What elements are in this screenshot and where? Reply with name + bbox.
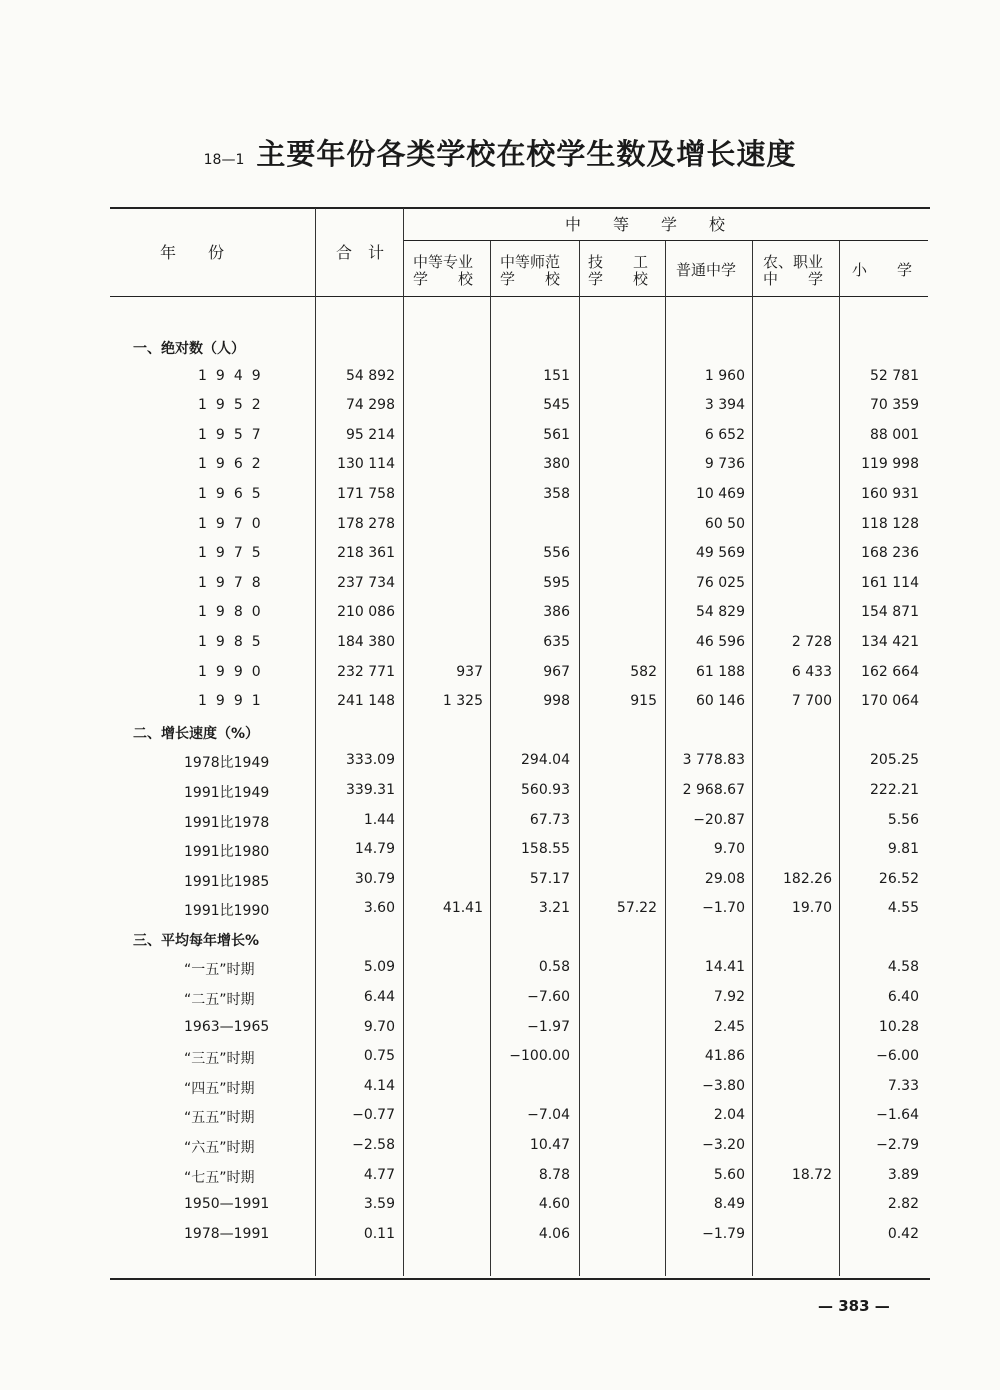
cell-primary: 118 128 <box>861 515 919 532</box>
row-label: 1950—1991 <box>184 1196 270 1213</box>
cell-normal: 57.17 <box>529 870 570 887</box>
table-bottom-rule <box>110 1278 930 1280</box>
cell-normal: 3.21 <box>538 900 570 917</box>
header-bottom-rule <box>110 296 928 297</box>
cell-normal: 561 <box>543 426 570 443</box>
cell-specialized: 41.41 <box>442 900 483 917</box>
cell-primary: 170 064 <box>861 693 919 710</box>
table-row <box>0 746 1000 776</box>
row-label: 1990 <box>198 663 270 680</box>
cell-technical: 57.22 <box>616 900 657 917</box>
row-label: 1970 <box>198 515 270 532</box>
section-heading-row <box>0 717 1000 747</box>
table-row <box>0 362 1000 392</box>
section-heading: 二、增长速度（%） <box>133 725 260 742</box>
cell-general: 61 188 <box>696 663 745 680</box>
cell-primary: 7.33 <box>887 1077 919 1094</box>
cell-primary: 205.25 <box>870 752 919 769</box>
table-row <box>0 1072 1000 1102</box>
cell-technical: 915 <box>630 693 657 710</box>
row-label: 1952 <box>198 397 270 414</box>
cell-general: 8.49 <box>713 1196 745 1213</box>
cell-primary: 9.81 <box>887 841 919 858</box>
cell-total: 333.09 <box>346 752 395 769</box>
row-label: 1985 <box>198 633 270 650</box>
cell-general: 29.08 <box>704 870 745 887</box>
table-row <box>0 539 1000 569</box>
cell-primary: 6.40 <box>887 989 919 1006</box>
row-label: “二五”时期 <box>184 992 255 1009</box>
cell-normal: 4.06 <box>538 1225 570 1242</box>
cell-normal: 998 <box>543 693 570 710</box>
row-label: 1978—1991 <box>184 1225 270 1242</box>
header-general: 普通中学 <box>676 261 737 279</box>
cell-normal: 560.93 <box>521 781 570 798</box>
cell-general: 14.41 <box>704 959 745 976</box>
table-row <box>0 598 1000 628</box>
row-label: 1991比1978 <box>184 814 270 831</box>
cell-primary: 160 931 <box>861 485 919 502</box>
cell-total: 4.77 <box>363 1166 395 1183</box>
cell-normal: −7.04 <box>527 1107 570 1124</box>
header-normal <box>500 254 560 288</box>
row-label: 1949 <box>198 367 270 384</box>
table-row <box>0 865 1000 895</box>
cell-total: 171 758 <box>337 485 395 502</box>
cell-primary: 168 236 <box>861 545 919 562</box>
row-label: “七五”时期 <box>184 1169 255 1186</box>
row-label: 1965 <box>198 485 270 502</box>
section-heading-row <box>0 332 1000 362</box>
table-row <box>0 480 1000 510</box>
cell-total: 74 298 <box>346 397 395 414</box>
cell-total: 1.44 <box>363 811 395 828</box>
cell-normal: −1.97 <box>527 1018 570 1035</box>
cell-primary: −1.64 <box>876 1107 919 1124</box>
header-specialized <box>413 254 473 288</box>
table-row <box>0 806 1000 836</box>
row-label: 1975 <box>198 545 270 562</box>
cell-normal: 595 <box>543 574 570 591</box>
cell-normal: 158.55 <box>521 841 570 858</box>
cell-general: 46 596 <box>696 633 745 650</box>
cell-total: −0.77 <box>352 1107 395 1124</box>
cell-total: 178 278 <box>337 515 395 532</box>
cell-primary: 52 781 <box>870 367 919 384</box>
cell-normal: 967 <box>543 663 570 680</box>
cell-general: −1.79 <box>702 1225 745 1242</box>
page-number: — 383 — <box>818 1297 890 1315</box>
page-title <box>0 132 1000 173</box>
table-title: 主要年份各类学校在校学生数及增长速度 <box>256 137 797 171</box>
table-row <box>0 983 1000 1013</box>
cell-general: −1.70 <box>702 900 745 917</box>
cell-normal: 294.04 <box>521 752 570 769</box>
section-heading-row <box>0 924 1000 954</box>
cell-total: 5.09 <box>363 959 395 976</box>
cell-primary: 222.21 <box>870 781 919 798</box>
table-row <box>0 450 1000 480</box>
cell-primary: 2.82 <box>887 1196 919 1213</box>
cell-normal: 8.78 <box>538 1166 570 1183</box>
cell-total: 210 086 <box>337 604 395 621</box>
cell-normal: 151 <box>543 367 570 384</box>
table-row <box>0 1101 1000 1131</box>
cell-total: 232 771 <box>337 663 395 680</box>
cell-total: 6.44 <box>363 989 395 1006</box>
cell-normal: 0.58 <box>538 959 570 976</box>
table-row <box>0 894 1000 924</box>
header-normal-line1: 中等师范 <box>500 253 561 271</box>
cell-normal: 386 <box>543 604 570 621</box>
cell-general: 2 968.67 <box>682 781 745 798</box>
row-label: 1980 <box>198 604 270 621</box>
cell-general: 41.86 <box>704 1048 745 1065</box>
cell-normal: 4.60 <box>538 1196 570 1213</box>
row-label: 1991比1985 <box>184 873 270 890</box>
cell-normal: 635 <box>543 633 570 650</box>
cell-primary: 70 359 <box>870 397 919 414</box>
cell-total: 184 380 <box>337 633 395 650</box>
table-number: 18—1 <box>203 152 245 168</box>
cell-total: 9.70 <box>363 1018 395 1035</box>
cell-primary: 88 001 <box>870 426 919 443</box>
cell-total: 95 214 <box>346 426 395 443</box>
row-label: “五五”时期 <box>184 1110 255 1127</box>
cell-total: 339.31 <box>346 781 395 798</box>
cell-total: 0.75 <box>363 1048 395 1065</box>
cell-total: 30.79 <box>354 870 395 887</box>
cell-total: −2.58 <box>352 1137 395 1154</box>
table-row <box>0 687 1000 717</box>
cell-specialized: 1 325 <box>442 693 483 710</box>
cell-technical: 582 <box>630 663 657 680</box>
cell-general: 9 736 <box>704 456 745 473</box>
table-row <box>0 658 1000 688</box>
row-label: 1991 <box>198 693 270 710</box>
table-row <box>0 1131 1000 1161</box>
cell-primary: 4.58 <box>887 959 919 976</box>
cell-general: −20.87 <box>693 811 745 828</box>
cell-general: −3.80 <box>702 1077 745 1094</box>
table-body <box>0 332 1000 1249</box>
section-heading: 一、绝对数（人） <box>133 341 245 357</box>
cell-general: 9.70 <box>713 841 745 858</box>
cell-general: 1 960 <box>704 367 745 384</box>
cell-general: 6 652 <box>704 426 745 443</box>
row-label: “四五”时期 <box>184 1080 255 1097</box>
cell-general: 60 50 <box>704 515 745 532</box>
cell-general: 49 569 <box>696 545 745 562</box>
table-row <box>0 628 1000 658</box>
cell-general: 3 778.83 <box>682 752 745 769</box>
table-top-rule <box>110 207 930 209</box>
table-row <box>0 391 1000 421</box>
header-vocational-line1: 农、职业 <box>763 253 824 271</box>
header-technical-line2: 学 校 <box>588 270 649 288</box>
header-vocational-line2: 中 学 <box>763 270 824 288</box>
cell-primary: 119 998 <box>861 456 919 473</box>
cell-primary: 161 114 <box>861 574 919 591</box>
table-row <box>0 835 1000 865</box>
cell-total: 4.14 <box>363 1077 395 1094</box>
cell-primary: 10.28 <box>878 1018 919 1035</box>
table-row <box>0 421 1000 451</box>
cell-normal: −7.60 <box>527 989 570 1006</box>
row-label: “六五”时期 <box>184 1140 255 1157</box>
cell-general: 54 829 <box>696 604 745 621</box>
cell-primary: 4.55 <box>887 900 919 917</box>
cell-primary: 3.89 <box>887 1166 919 1183</box>
row-label: “三五”时期 <box>184 1051 255 1068</box>
table-row <box>0 776 1000 806</box>
row-label: 1962 <box>198 456 270 473</box>
cell-total: 237 734 <box>337 574 395 591</box>
row-label: 1991比1990 <box>184 903 270 920</box>
cell-general: 2.04 <box>713 1107 745 1124</box>
cell-total: 218 361 <box>337 545 395 562</box>
table-row <box>0 1220 1000 1250</box>
cell-normal: 556 <box>543 545 570 562</box>
header-technical <box>588 254 648 288</box>
row-label: “一五”时期 <box>184 962 255 979</box>
cell-total: 241 148 <box>337 693 395 710</box>
row-label: 1957 <box>198 426 270 443</box>
header-year: 年 份 <box>160 243 225 262</box>
table-row <box>0 1161 1000 1191</box>
cell-general: 3 394 <box>704 397 745 414</box>
cell-normal: 380 <box>543 456 570 473</box>
cell-normal: 358 <box>543 485 570 502</box>
row-label: 1963—1965 <box>184 1018 270 1035</box>
row-label: 1978 <box>198 574 270 591</box>
header-primary: 小 学 <box>852 261 913 279</box>
header-secondary-group: 中 等 学 校 <box>565 215 726 234</box>
cell-general: 60 146 <box>696 693 745 710</box>
cell-total: 3.60 <box>363 900 395 917</box>
cell-primary: 154 871 <box>861 604 919 621</box>
cell-general: 76 025 <box>696 574 745 591</box>
cell-vocational: 6 433 <box>791 663 832 680</box>
cell-vocational: 2 728 <box>791 633 832 650</box>
cell-primary: 26.52 <box>878 870 919 887</box>
cell-primary: 162 664 <box>861 663 919 680</box>
cell-total: 54 892 <box>346 367 395 384</box>
table-row <box>0 1190 1000 1220</box>
cell-vocational: 19.70 <box>791 900 832 917</box>
cell-total: 14.79 <box>354 841 395 858</box>
cell-general: 5.60 <box>713 1166 745 1183</box>
cell-general: 10 469 <box>696 485 745 502</box>
table-row <box>0 953 1000 983</box>
cell-normal: −100.00 <box>509 1048 570 1065</box>
cell-normal: 10.47 <box>529 1137 570 1154</box>
cell-vocational: 18.72 <box>791 1166 832 1183</box>
cell-vocational: 182.26 <box>783 870 832 887</box>
cell-primary: −6.00 <box>876 1048 919 1065</box>
table-row <box>0 1013 1000 1043</box>
table-row <box>0 510 1000 540</box>
table-row <box>0 569 1000 599</box>
section-heading: 三、平均每年增长% <box>133 932 260 949</box>
header-specialized-line2: 学 校 <box>413 270 474 288</box>
header-normal-line2: 学 校 <box>500 270 561 288</box>
cell-total: 3.59 <box>363 1196 395 1213</box>
header-technical-line1: 技 工 <box>588 253 649 271</box>
cell-normal: 67.73 <box>529 811 570 828</box>
cell-primary: −2.79 <box>876 1137 919 1154</box>
header-vocational <box>763 254 823 288</box>
cell-specialized: 937 <box>456 663 483 680</box>
row-label: 1991比1980 <box>184 844 270 861</box>
row-label: 1991比1949 <box>184 784 270 801</box>
cell-general: −3.20 <box>702 1137 745 1154</box>
cell-total: 0.11 <box>363 1225 395 1242</box>
header-total: 合 计 <box>336 243 385 262</box>
cell-vocational: 7 700 <box>791 693 832 710</box>
cell-primary: 5.56 <box>887 811 919 828</box>
row-label: 1978比1949 <box>184 755 270 772</box>
cell-general: 7.92 <box>713 989 745 1006</box>
cell-normal: 545 <box>543 397 570 414</box>
header-specialized-line1: 中等专业 <box>413 253 474 271</box>
cell-total: 130 114 <box>337 456 395 473</box>
table-row <box>0 1042 1000 1072</box>
cell-primary: 134 421 <box>861 633 919 650</box>
cell-primary: 0.42 <box>887 1225 919 1242</box>
cell-general: 2.45 <box>713 1018 745 1035</box>
